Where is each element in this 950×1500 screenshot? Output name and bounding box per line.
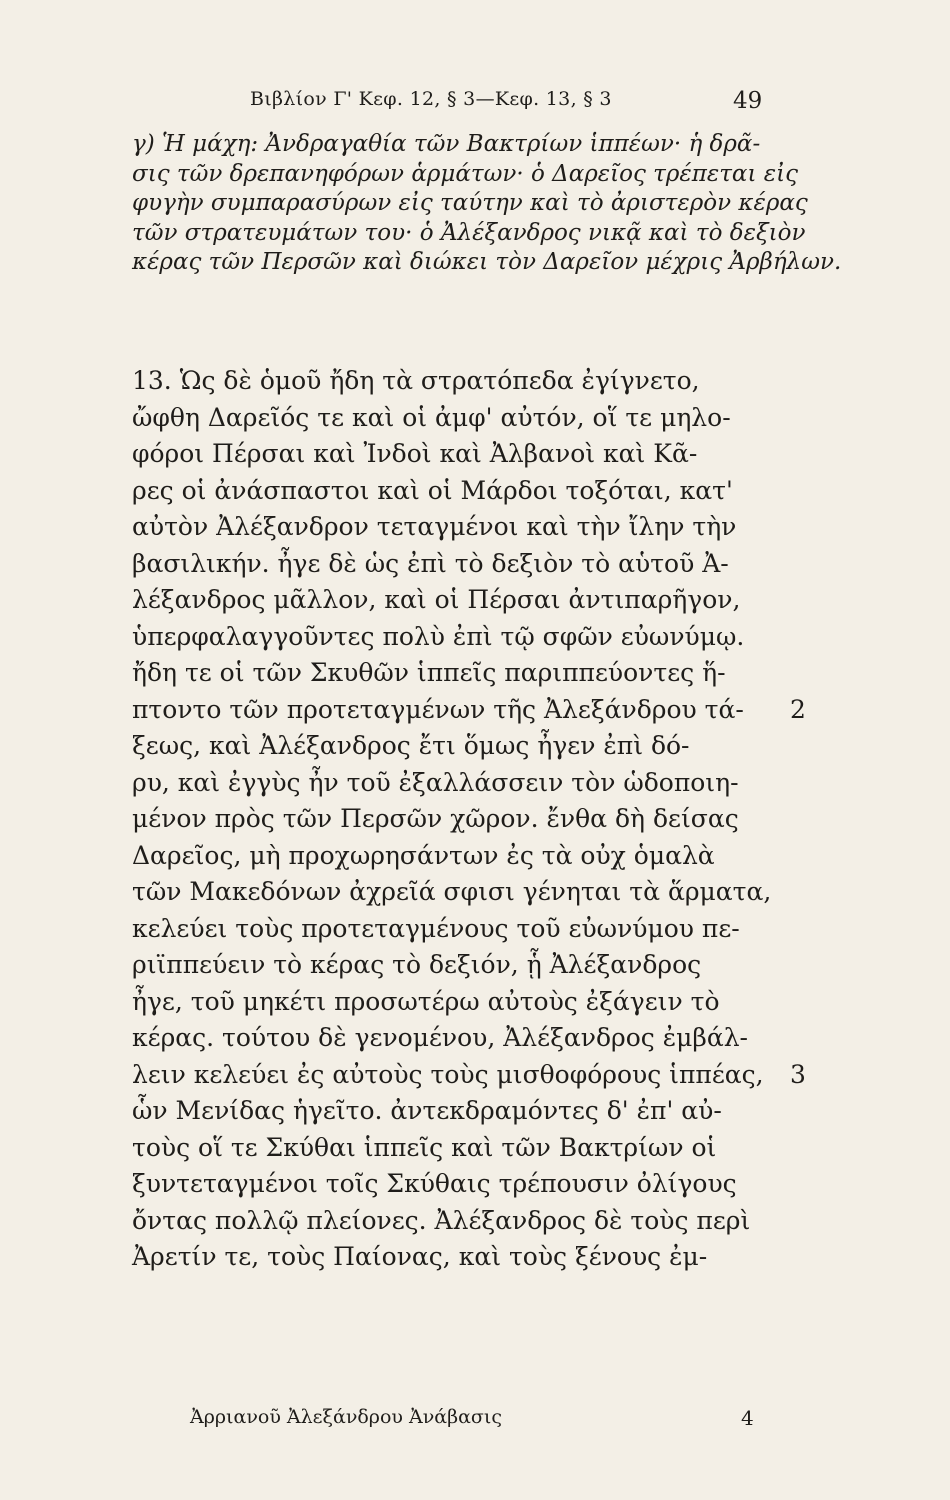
text-line: Δαρεῖος, μὴ προχωρησάντων ἐς τὰ οὐχ ὁμαλὰ: [132, 840, 715, 870]
text-line: ρυ, καὶ ἐγγὺς ἦν τοῦ ἐξαλλάσσειν τὸν ὡδοποιη-: [132, 767, 739, 797]
main-text: [132, 363, 772, 1276]
text-line: ὧν Μενίδας ἡγεῖτο. ἀντεκδραμόντες δ' ἐπ' αὐ-: [132, 1096, 722, 1125]
text-line: 13. Ὡς δὲ ὁμοῦ ἤδη τὰ στρατόπεδα ἐγίγνετο,: [132, 366, 700, 395]
text-line: φόροι Πέρσαι καὶ Ἰνδοὶ καὶ Ἀλβανοὶ καὶ Κᾶ-: [132, 439, 698, 468]
text-line: ἤδη τε οἱ τῶν Σκυθῶν ἱππεῖς παριππεύοντες ἥ-: [132, 658, 726, 687]
text-line: λέξανδρος μᾶλλον, καὶ οἱ Πέρσαι ἀντιπαρῆγον,: [132, 585, 741, 614]
section-number-margin: 2: [790, 695, 806, 724]
text-line: τῶν Μακεδόνων ἀχρεῖά σφισι γένηται τὰ ἅρματα,: [132, 877, 772, 906]
text-line: πτοντο τῶν προτεταγμένων τῆς Ἀλεξάνδρου τά-: [132, 694, 744, 724]
footer-signature: 4: [741, 1406, 754, 1430]
text-line: μένον πρὸς τῶν Περσῶν χῶρον. ἔνθα δὴ δείσας: [132, 804, 739, 833]
text-line: ριϊππεύειν τὸ κέρας τὸ δεξιόν, ᾗ Ἀλέξανδρος: [132, 950, 702, 979]
summary-line: φυγὴν συμπαρασύρων εἰς ταύτην καὶ τὸ ἀριστερὸν κέρας: [132, 190, 808, 216]
text-line: κέρας. τούτου δὲ γενομένου, Ἀλέξανδρος ἐμβάλ-: [132, 1023, 748, 1052]
text-line: ὑπερφαλαγγοῦντες πολὺ ἐπὶ τῷ σφῶν εὐωνύμῳ.: [132, 621, 745, 651]
text-line: ἦγε, τοῦ μηκέτι προσωτέρω αὐτοὺς ἐξάγειν τὸ: [132, 986, 720, 1016]
text-line: Ἀρετίν τε, τοὺς Παίονας, καὶ τοὺς ξένους ἐμ-: [132, 1242, 708, 1271]
summary-line: τῶν στρατευμάτων του· ὁ Ἀλέξανδρος νικᾷ καὶ τὸ δεξιὸν: [132, 219, 806, 246]
summary-line: γ) Ἡ μάχη: Ἀνδραγαθία τῶν Βακτρίων ἱππέων· ἡ δρᾶ-: [132, 131, 761, 157]
text-line: τοὺς οἵ τε Σκύθαι ἱππεῖς καὶ τῶν Βακτρίων οἱ: [132, 1132, 717, 1162]
text-line: ὤφθη Δαρεῖός τε καὶ οἱ ἀμφ' αὐτόν, οἵ τε μηλο-: [132, 402, 731, 432]
footer-book-title: Ἀρριανοῦ Ἀλεξάνδρου Ἀνάβασις: [190, 1406, 502, 1428]
running-header: Βιβλίον Γ' Κεφ. 12, § 3—Κεφ. 13, § 3: [250, 88, 612, 110]
text-line: βασιλικήν. ἦγε δὲ ὡς ἐπὶ τὸ δεξιὸν τὸ αὑτοῦ Ἀ-: [132, 548, 729, 578]
section-number-margin: 3: [790, 1060, 806, 1089]
summary-line: σις τῶν δρεπανηφόρων ἁρμάτων· ὁ Δαρεῖος τρέπεται εἰς: [132, 160, 799, 187]
text-line: κελεύει τοὺς προτεταγμένους τοῦ εὐωνύμου πε-: [132, 913, 740, 943]
chapter-summary: [132, 130, 842, 278]
text-line: λειν κελεύει ἐς αὐτοὺς τοὺς μισθοφόρους ἱππέας,: [132, 1059, 764, 1089]
summary-line: κέρας τῶν Περσῶν καὶ διώκει τὸν Δαρεῖον μέχρις Ἀρβήλων.: [132, 249, 842, 275]
page-number: 49: [733, 88, 763, 114]
text-line: αὐτὸν Ἀλέξανδρον τεταγμένοι καὶ τὴν ἴλην τὴν: [132, 512, 737, 541]
text-line: ὄντας πολλῷ πλείονες. Ἀλέξανδρος δὲ τοὺς περὶ: [132, 1205, 751, 1235]
text-line: ρες οἱ ἀνάσπαστοι καὶ οἱ Μάρδοι τοξόται, κατ': [132, 475, 733, 505]
text-line: ξυντεταγμένοι τοῖς Σκύθαις τρέπουσιν ὀλίγους: [132, 1169, 737, 1198]
text-line: ξεως, καὶ Ἀλέξανδρος ἔτι ὅμως ἦγεν ἐπὶ δό-: [132, 731, 690, 760]
